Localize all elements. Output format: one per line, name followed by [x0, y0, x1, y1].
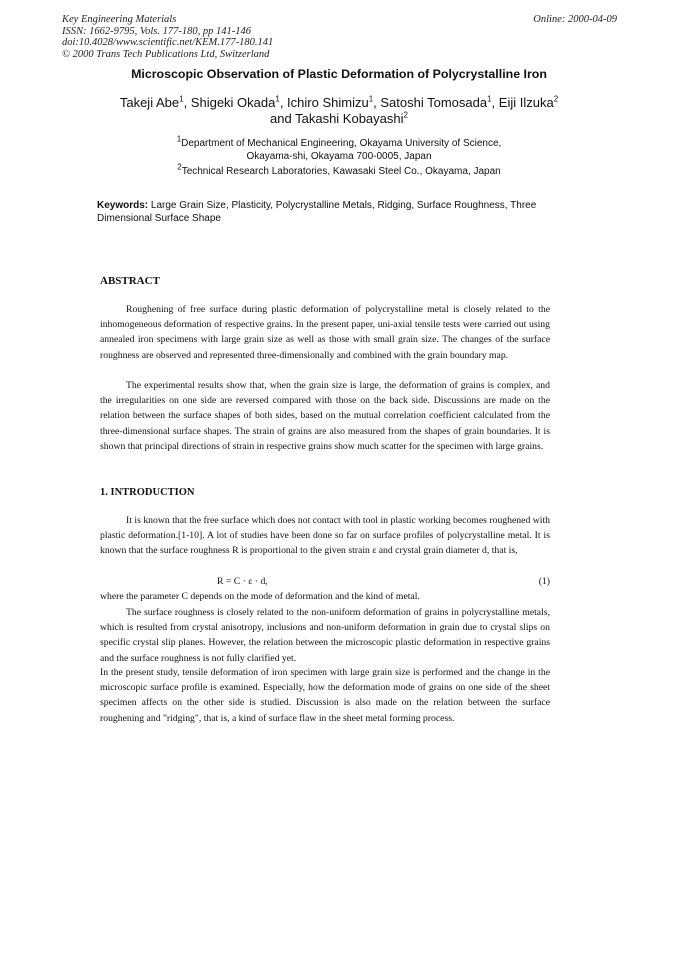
- journal-name: Key Engineering Materials: [62, 14, 177, 25]
- issn-line: ISSN: 1662-9795, Vols. 177-180, pp 141-146: [62, 25, 251, 37]
- equation-formula: R = C · ε · d,: [217, 576, 268, 587]
- abstract-paragraph-1: Roughening of free surface during plastic deformation of polycrystalline metal is closely related to the inhomogeneous deformation of respective grains. In the present paper, uni-axial tensile tests were carried out using annealed iron specimens with large grain size as well as those with small grain size. The changes of the surface roughness are observed and represented three-dimensionally and combined with the grain boundary map.: [100, 304, 550, 361]
- affiliation-1: [110, 134, 568, 163]
- keywords-label: Keywords:: [97, 200, 149, 211]
- author-name: Shigeki Okada: [190, 95, 276, 110]
- author-name: Takeji Abe: [119, 95, 180, 110]
- affiliation-mark: 2: [553, 94, 559, 104]
- affiliation-line: Technical Research Laboratories, Kawasaki Steel Co., Okayama, Japan: [181, 166, 501, 177]
- copyright-line: © 2000 Trans Tech Publications Ltd, Switzerland: [62, 48, 270, 60]
- author-connector: and: [270, 111, 292, 126]
- equation-1: [100, 574, 550, 589]
- paper-title: Microscopic Observation of Plastic Deformation of Polycrystalline Iron: [131, 67, 547, 81]
- abstract-paragraph-2: The experimental results show that, when the grain size is large, the deformation of grains is complex, and the irregularities on one side are reversed compared with those on the back side. Discussions are made on the relation between the surface shapes of both sides, based on the mutual correlation coefficient calculated from the three-dimensional surface shapes. The strain of grains are also measured from the shapes of grain boundaries. It is shown that principal directions of strain in respective grains show much scatter for the specimen with large grains.: [100, 380, 550, 452]
- introduction-paragraph-1: It is known that the free surface which does not contact with tool in plastic working becomes roughened with plastic deformation.[1-10]. A lot of studies have been done so far on surface profiles of polycrystalline metal. It is known that the surface roughness R is proportional to the given strain ε and crystal grain diameter d, that is,: [100, 515, 550, 557]
- affiliation-line: Department of Mechanical Engineering, Okayama University of Science,: [181, 138, 502, 149]
- online-date: Online: 2000-04-09: [533, 14, 617, 25]
- equation-explanation: where the parameter C depends on the mode of deformation and the kind of metal.: [100, 591, 420, 602]
- author-list: [80, 95, 598, 127]
- affiliation-mark: 1: [368, 94, 374, 104]
- affiliation-mark: 1: [487, 94, 492, 104]
- author-name: Satoshi Tomosada: [380, 95, 488, 110]
- affiliation-mark: 1: [275, 94, 280, 104]
- affiliation-mark: 1: [179, 94, 184, 104]
- abstract-heading: ABSTRACT: [100, 275, 160, 287]
- affiliation-mark: 1: [176, 134, 182, 144]
- author-name: Ichiro Shimizu: [287, 95, 369, 110]
- affiliation-mark: 2: [403, 110, 408, 120]
- affiliation-mark: 2: [177, 162, 182, 172]
- affiliation-line: Okayama-shi, Okayama 700-0005, Japan: [246, 151, 432, 162]
- introduction-paragraph-2: The surface roughness is closely related to the non-uniform deformation of grains in polycrystalline metals, which is resulted from crystal anisotropy, inclusions and non-uniform deformation in grain due to crystal slips on specific crystal slip planes. However, the relation between the microscopic plastic deformation in respective grains and the surface roughness is not fully clarified yet.: [100, 607, 550, 664]
- introduction-paragraph-3: In the present study, tensile deformation of iron specimen with large grain size is performed and the change in the microscopic surface profile is examined. Especially, how the deformation mode of grains on one side of the sheet specimen affects on the other side is studied. Discussion is also made on the relation between the surface roughening and "ridging", that is, a kind of surface flaw in the sheet metal forming process.: [100, 667, 550, 724]
- equation-number: (1): [538, 576, 550, 587]
- citation-header: [62, 14, 273, 60]
- doi-line[interactable]: doi:10.4028/www.scientific.net/KEM.177-180.141: [62, 37, 274, 48]
- keywords: [97, 199, 587, 225]
- author-line-2: [80, 111, 598, 127]
- affiliation-2: [110, 162, 568, 178]
- author-name: Takashi Kobayashi: [295, 111, 404, 126]
- keywords-text: Large Grain Size, Plasticity, Polycrystalline Metals, Ridging, Surface Roughness, Three Dimensional Surface Shape: [97, 200, 537, 224]
- introduction-heading: 1. INTRODUCTION: [100, 487, 195, 498]
- author-line-1: Takeji Abe$^1$, Shigeki Okada$^1$, Ichiro Shimizu$^1$, Satoshi Tomosada$^1$, Eiji Ilzuka$^2$: [119, 94, 559, 110]
- author-name: Eiji Ilzuka: [498, 95, 554, 110]
